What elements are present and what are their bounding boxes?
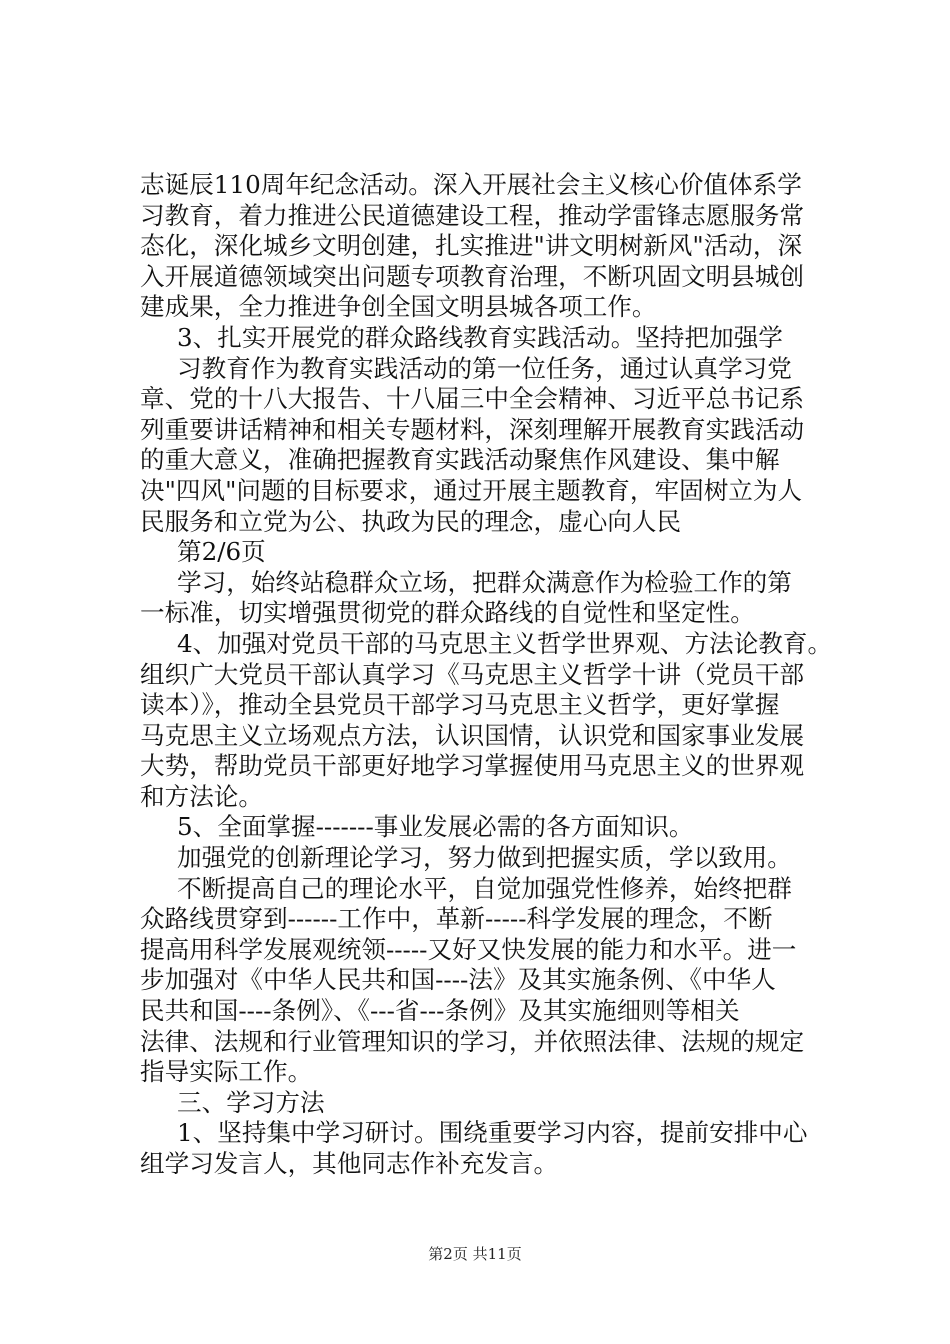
text-line: 法律、法规和行业管理知识的学习，并依照法律、法规的规定 — [140, 1026, 805, 1056]
text-line: 志诞辰110周年纪念活动。深入开展社会主义核心价值体系学 — [140, 170, 802, 199]
text-line: 建成果，全力推进争创全国文明县城各项工作。 — [140, 292, 657, 322]
text-line: 学习，始终站稳群众立场，把群众满意作为检验工作的第 — [177, 567, 792, 597]
page-footer: 第2页 共11页 — [428, 1245, 522, 1263]
text-line: 读本）》，推动全县党员干部学习马克思主义哲学，更好掌握 — [140, 690, 780, 720]
text-line: 和方法论。 — [140, 781, 263, 811]
text-line: 的重大意义，准确把握教育实践活动聚焦作风建设、集中解 — [140, 445, 780, 475]
text-line: 1、坚持集中学习研讨。围绕重要学习内容，提前安排中心 — [177, 1118, 808, 1148]
text-line: 步加强对《中华人民共和国----法》及其实施条例、《中华人 — [140, 965, 776, 995]
text-line: 4、加强对党员干部的马克思主义哲学世界观、方法论教育。 — [177, 628, 833, 658]
text-line: 5、全面掌握-------事业发展必需的各方面知识。 — [177, 812, 694, 842]
text-line: 章、党的十八大报告、十八届三中全会精神、习近平总书记系 — [140, 384, 805, 414]
text-line: 马克思主义立场观点方法，认识国情，认识党和国家事业发展 — [140, 720, 805, 750]
text-line: 指导实际工作。 — [140, 1057, 313, 1087]
text-line: 加强党的创新理论学习，努力做到把握实质，学以致用。 — [177, 843, 792, 873]
text-line: 第2/6页 — [177, 537, 266, 567]
text-line: 三、学习方法 — [177, 1087, 325, 1117]
text-line: 列重要讲话精神和相关专题材料，深刻理解开展教育实践活动 — [140, 414, 805, 444]
text-line: 入开展道德领域突出问题专项教育治理，不断巩固文明县城创 — [140, 261, 805, 291]
text-line: 民服务和立党为公、执政为民的理念，虚心向人民 — [140, 506, 682, 536]
text-line: 一标准，切实增强贯彻党的群众路线的自觉性和坚定性。 — [140, 598, 755, 628]
text-line: 决"四风"问题的目标要求，通过开展主题教育，牢固树立为人 — [140, 475, 803, 505]
text-line: 3、扎实开展党的群众路线教育实践活动。坚持把加强学 — [177, 322, 783, 352]
text-line: 态化，深化城乡文明创建，扎实推进"讲文明树新风"活动，深 — [140, 231, 803, 261]
text-line: 习教育，着力推进公民道德建设工程，推动学雷锋志愿服务常 — [140, 200, 805, 230]
text-line: 组学习发言人，其他同志作补充发言。 — [140, 1149, 559, 1178]
text-line: 习教育作为教育实践活动的第一位任务，通过认真学习党 — [177, 353, 792, 383]
text-line: 大势，帮助党员干部更好地学习掌握使用马克思主义的世界观 — [140, 751, 805, 781]
text-line: 提高用科学发展观统领-----又好又快发展的能力和水平。进一 — [140, 934, 797, 964]
text-line: 组织广大党员干部认真学习《马克思主义哲学十讲（党员干部 — [140, 659, 805, 689]
text-line: 众路线贯穿到------工作中，革新-----科学发展的理念，不断 — [140, 904, 773, 934]
text-line: 民共和国----条例》、《---省---条例》及其实施细则等相关 — [140, 996, 740, 1026]
document-body — [140, 170, 833, 1180]
text-line: 不断提高自己的理论水平，自觉加强党性修养，始终把群 — [177, 873, 792, 903]
